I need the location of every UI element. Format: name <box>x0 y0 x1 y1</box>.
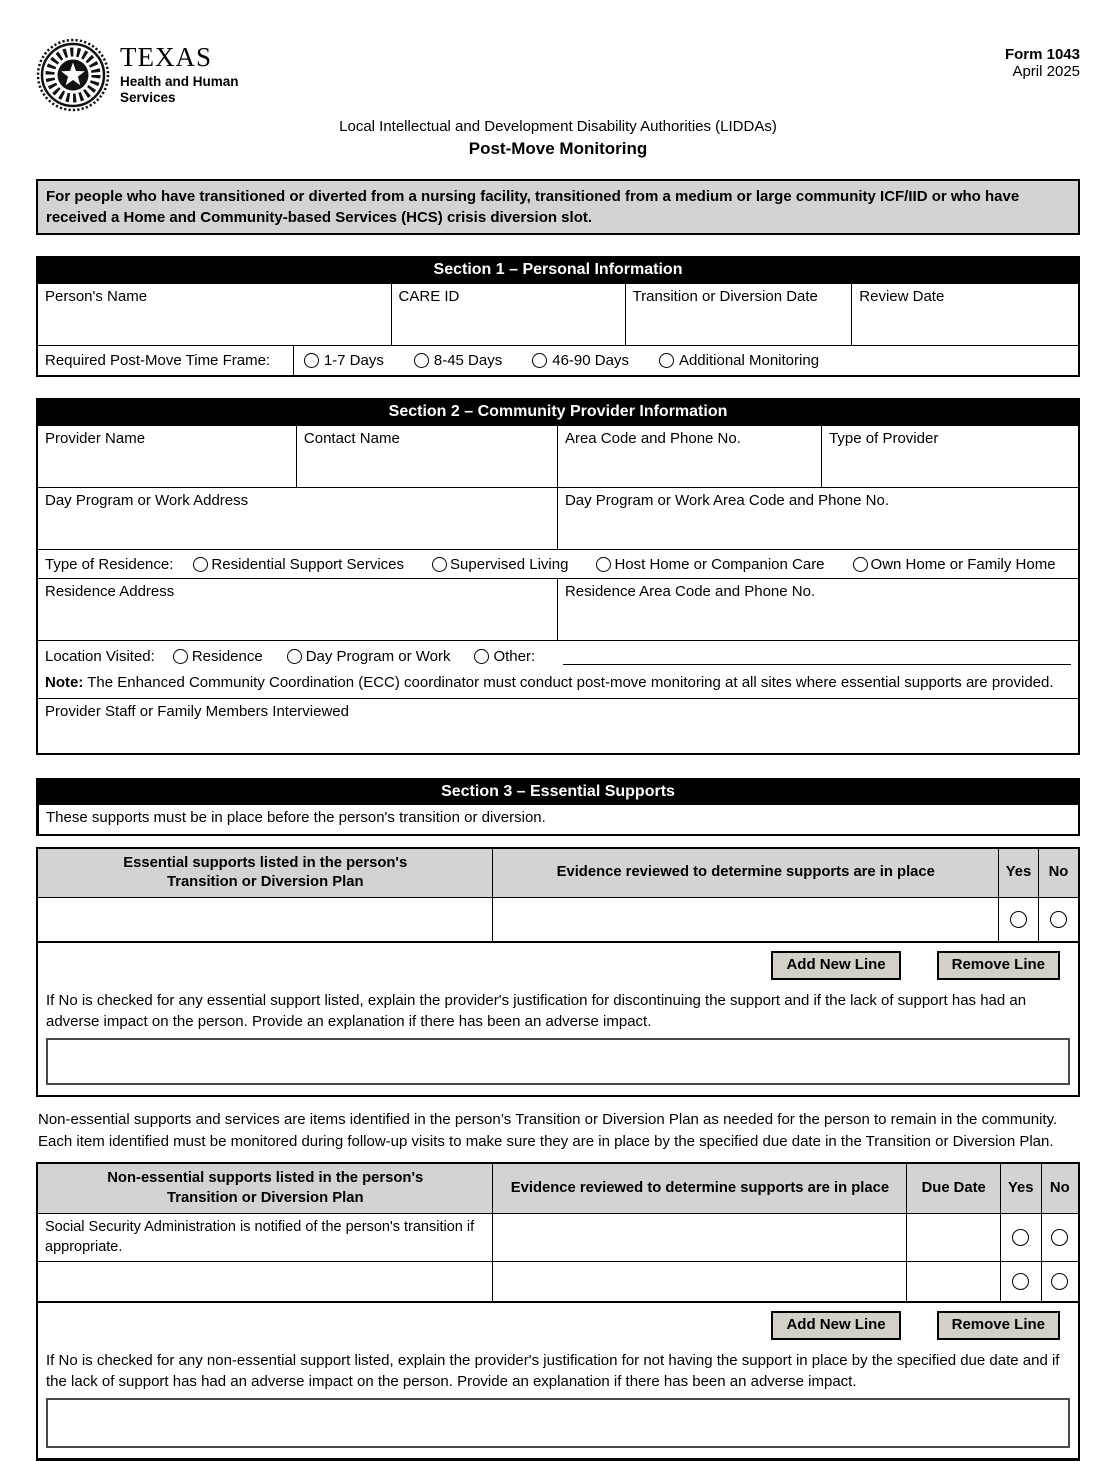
nonessential-evidence-input-2[interactable] <box>492 1262 906 1301</box>
radio-essential-yes-icon[interactable] <box>1010 911 1027 928</box>
essential-evidence-input[interactable] <box>492 898 998 941</box>
radio-essential-no-icon[interactable] <box>1050 911 1067 928</box>
provider-name-field[interactable]: Provider Name <box>45 430 146 447</box>
section2-row-day-program <box>38 487 1078 549</box>
radio-own-home-icon[interactable] <box>853 557 868 572</box>
radio-1-7-days-icon[interactable] <box>304 353 319 368</box>
section2-title: Section 2 – Community Provider Information <box>38 400 1078 425</box>
essential-explain-text: If No is checked for any essential support listed, explain the provider's justification for discontinuing the support and if the lack of support has had an adverse impact on the person. Provide an explanation if there has been an adverse impact. <box>46 991 1027 1030</box>
section1-title: Section 1 – Personal Information <box>38 258 1078 283</box>
residence-type-label: Type of Residence: <box>45 555 174 573</box>
nonessential-col1-header: Non-essential supports listed in the person's Transition or Diversion Plan <box>107 1170 424 1206</box>
location-option-residence[interactable]: Residence <box>173 648 263 665</box>
essential-no-header: No <box>1038 849 1078 897</box>
section1-row-fields <box>38 283 1078 345</box>
location-visited-label: Location Visited: <box>45 647 155 665</box>
essential-no-cell <box>1038 898 1078 941</box>
essential-remove-line-button[interactable]: Remove Line <box>937 951 1060 980</box>
essential-yes-header: Yes <box>998 849 1038 897</box>
location-other-input-line[interactable] <box>563 647 1071 665</box>
form-title-line1: Local Intellectual and Development Disability Authorities (LIDDAs) <box>339 118 777 135</box>
nonessential-no-cell-2 <box>1041 1262 1078 1301</box>
radio-8-45-days-icon[interactable] <box>414 353 429 368</box>
radio-supervised-living-icon[interactable] <box>432 557 447 572</box>
location-visited-note-row <box>38 640 1078 698</box>
care-id-field[interactable]: CARE ID <box>391 284 625 345</box>
section3-header-block <box>36 778 1080 836</box>
section1 <box>36 256 1080 377</box>
nonessential-remove-line-button[interactable]: Remove Line <box>937 1311 1060 1340</box>
essential-yes-cell <box>998 898 1038 941</box>
nonessential-no-header: No <box>1041 1164 1078 1212</box>
person-name-field[interactable]: Person's Name <box>45 288 148 305</box>
nonessential-support-input-2[interactable] <box>38 1262 492 1301</box>
location-visited-row <box>38 641 1078 668</box>
radio-residential-support-icon[interactable] <box>193 557 208 572</box>
form-header <box>36 38 1080 118</box>
nonessential-yes-header: Yes <box>1000 1164 1041 1212</box>
residence-option-own-home[interactable]: Own Home or Family Home <box>853 556 1056 573</box>
radio-additional-monitoring-icon[interactable] <box>659 353 674 368</box>
interviewed-field[interactable]: Provider Staff or Family Members Interviewed <box>45 702 349 720</box>
nonessential-table-header <box>38 1164 1078 1212</box>
residence-option-rss[interactable]: Residential Support Services <box>193 556 404 573</box>
section3-title: Section 3 – Essential Supports <box>38 780 1078 805</box>
essential-explain-box <box>36 943 1080 1097</box>
radio-location-other-icon[interactable] <box>474 649 489 664</box>
day-program-phone-field[interactable]: Day Program or Work Area Code and Phone No. <box>557 488 1078 549</box>
interviewed-row <box>38 698 1078 753</box>
timeframe-option-8-45[interactable]: 8-45 Days <box>414 352 502 369</box>
residence-option-host-home[interactable]: Host Home or Companion Care <box>596 556 824 573</box>
nonessential-due-header: Due Date <box>906 1164 1000 1212</box>
residence-option-supervised[interactable]: Supervised Living <box>432 556 568 573</box>
timeframe-option-46-90[interactable]: 46-90 Days <box>532 352 629 369</box>
nonessential-add-line-button[interactable]: Add New Line <box>771 1311 900 1340</box>
form-title-line2: Post-Move Monitoring <box>468 139 648 158</box>
nonessential-table-row-2 <box>38 1261 1078 1301</box>
essential-add-line-button[interactable]: Add New Line <box>771 951 900 980</box>
form-date: April 2025 <box>1012 63 1080 80</box>
essential-col2-header: Evidence reviewed to determine supports are in place <box>492 849 998 897</box>
timeframe-option-additional[interactable]: Additional Monitoring <box>659 352 819 369</box>
provider-type-field[interactable]: Type of Provider <box>821 426 1078 487</box>
section2-row-residence <box>38 578 1078 640</box>
nonessential-explain-box <box>36 1303 1080 1461</box>
residence-phone-field[interactable]: Residence Area Code and Phone No. <box>557 579 1078 640</box>
texas-hhs-seal-icon <box>36 38 110 117</box>
essential-supports-table <box>36 847 1080 943</box>
radio-nonessential-yes-2-icon[interactable] <box>1012 1273 1029 1290</box>
section2 <box>36 398 1080 755</box>
form-number-block <box>1005 38 1080 80</box>
radio-46-90-days-icon[interactable] <box>532 353 547 368</box>
nonessential-yes-cell-1 <box>1000 1214 1041 1261</box>
radio-nonessential-no-2-icon[interactable] <box>1051 1273 1068 1290</box>
audience-note-box: For people who have transitioned or diverted from a nursing facility, transitioned from a medium or large community ICF/IID or who have received a Home and Community-based Services (HCS) crisis diversion slot. <box>36 179 1080 235</box>
nonessential-explanation-textarea[interactable] <box>46 1398 1070 1448</box>
nonessential-evidence-input-1[interactable] <box>492 1214 906 1261</box>
radio-location-day-program-icon[interactable] <box>287 649 302 664</box>
nonessential-due-input-1[interactable] <box>906 1214 1000 1261</box>
radio-host-home-icon[interactable] <box>596 557 611 572</box>
logo-sub-text: Health and Human Services <box>120 74 239 105</box>
location-option-day-program[interactable]: Day Program or Work <box>287 648 451 665</box>
essential-support-input[interactable] <box>38 898 492 941</box>
radio-nonessential-no-1-icon[interactable] <box>1051 1229 1068 1246</box>
nonessential-table-row-1 <box>38 1213 1078 1261</box>
essential-table-header <box>38 849 1078 897</box>
radio-nonessential-yes-1-icon[interactable] <box>1012 1229 1029 1246</box>
ecc-note: Note: The Enhanced Community Coordination (ECC) coordinator must conduct post-move monitoring at all sites where essential supports are provided. <box>45 674 1054 691</box>
essential-col1-header: Essential supports listed in the person's Transition or Diversion Plan <box>123 854 408 890</box>
nonessential-col2-header: Evidence reviewed to determine supports are in place <box>492 1164 906 1212</box>
section3-intro: These supports must be in place before the person's transition or diversion. <box>38 805 1078 834</box>
timeframe-row <box>38 345 1078 375</box>
review-date-field[interactable]: Review Date <box>851 284 1078 345</box>
radio-location-residence-icon[interactable] <box>173 649 188 664</box>
nonessential-due-input-2[interactable] <box>906 1262 1000 1301</box>
nonessential-intro-paragraph: Non-essential supports and services are items identified in the person’s Transition or Diversion Plan as needed for the person to remain in the community. Each item identified must be monitored during follow-up visits to make sure they are in place by the specified due date in the Transition or Diversion Plan. <box>38 1110 1058 1150</box>
note-label: Note: <box>45 674 84 691</box>
timeframe-label: Required Post-Move Time Frame: <box>38 346 294 375</box>
timeframe-option-1-7[interactable]: 1-7 Days <box>304 352 384 369</box>
nonessential-explain-text: If No is checked for any non-essential support listed, explain the provider's justification for not having the support in place by the specified due date and if the lack of support has had an adverse impact on the person. Provide an explanation if there has been an adverse impact. <box>46 1351 1060 1390</box>
residence-type-row <box>38 549 1078 578</box>
agency-logo <box>36 38 239 117</box>
form-number: Form 1043 <box>1004 46 1080 63</box>
residence-address-field[interactable]: Residence Address <box>45 583 175 600</box>
nonessential-no-cell-1 <box>1041 1214 1078 1261</box>
location-option-other[interactable]: Other: <box>474 648 535 665</box>
essential-explanation-textarea[interactable] <box>46 1038 1070 1085</box>
nonessential-supports-table <box>36 1162 1080 1303</box>
provider-phone-field[interactable]: Area Code and Phone No. <box>557 426 821 487</box>
contact-name-field[interactable]: Contact Name <box>296 426 557 487</box>
logo-brand-text: TEXAS <box>120 42 212 72</box>
nonessential-yes-cell-2 <box>1000 1262 1041 1301</box>
section2-row-provider <box>38 425 1078 487</box>
nonessential-support-input-1[interactable]: Social Security Administration is notified of the person's transition if appropriate. <box>45 1218 475 1255</box>
transition-date-field[interactable]: Transition or Diversion Date <box>625 284 852 345</box>
essential-table-row <box>38 897 1078 941</box>
day-program-address-field[interactable]: Day Program or Work Address <box>45 492 249 509</box>
